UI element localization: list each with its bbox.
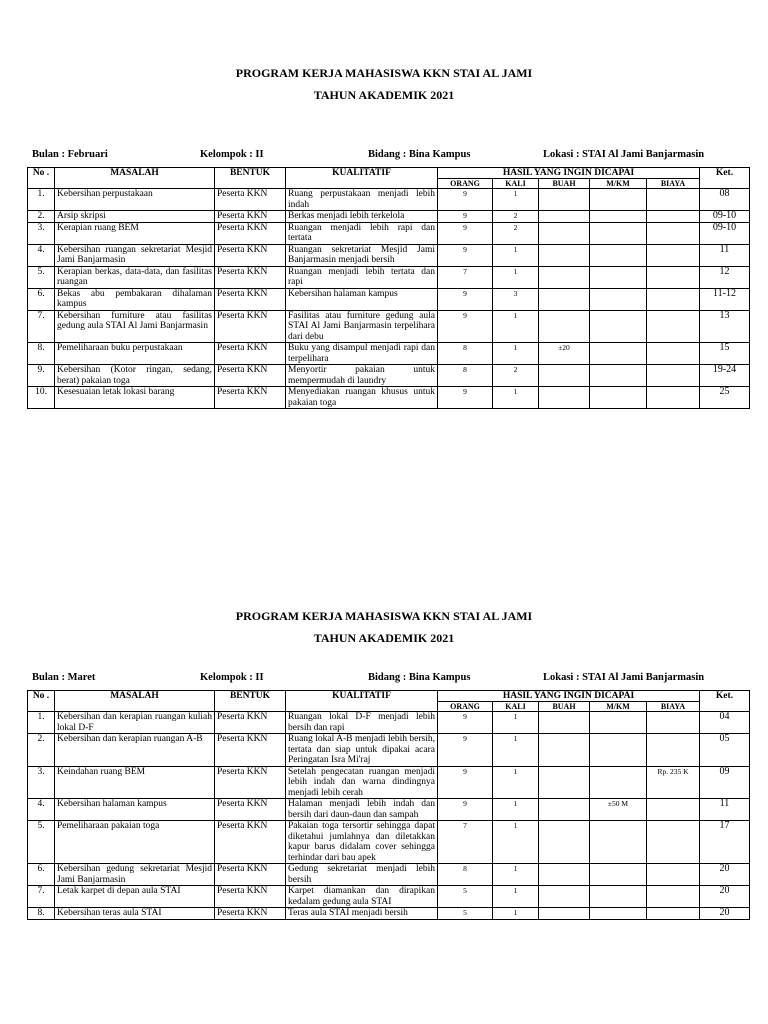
document-title: PROGRAM KERJA MAHASISWA KKN STAI AL JAMI — [235, 609, 533, 623]
cell-biaya — [647, 886, 700, 908]
col-ket-header: Ket. — [700, 691, 750, 712]
cell-ket: 25 — [700, 387, 750, 409]
cell-bentuk: Peserta KKN — [215, 244, 286, 266]
cell-orang: 9 — [438, 310, 493, 343]
cell-no: 5. — [28, 821, 55, 864]
cell-biaya — [647, 734, 700, 767]
cell-mkm — [590, 886, 647, 908]
cell-orang: 9 — [438, 734, 493, 767]
cell-masalah: Kesesuaian letak lokasi barang — [55, 387, 215, 409]
cell-no: 9. — [28, 365, 55, 387]
cell-buah — [539, 288, 590, 310]
cell-bentuk: Peserta KKN — [215, 288, 286, 310]
table-row — [28, 821, 750, 864]
table-row — [28, 222, 750, 244]
cell-no: 6. — [28, 864, 55, 886]
cell-mkm — [590, 864, 647, 886]
col-biaya-header: BIAYA — [647, 179, 700, 189]
cell-orang: 9 — [438, 799, 493, 821]
cell-ket: 20 — [700, 908, 750, 920]
cell-orang: 7 — [438, 266, 493, 288]
bulan-label: Bulan : Februari — [32, 149, 108, 160]
cell-masalah: Bekas abu pembakaran dihalaman kampus — [55, 288, 215, 310]
col-kali-header: KALI — [493, 179, 539, 189]
cell-biaya — [647, 189, 700, 211]
cell-bentuk: Peserta KKN — [215, 365, 286, 387]
cell-kali: 1 — [493, 886, 539, 908]
cell-mkm — [590, 343, 647, 365]
cell-mkm — [590, 222, 647, 244]
cell-no: 1. — [28, 712, 55, 734]
col-mkm-header: M/KM — [590, 702, 647, 712]
cell-mkm — [590, 766, 647, 799]
program-table — [27, 167, 750, 409]
cell-bentuk: Peserta KKN — [215, 310, 286, 343]
cell-no: 8. — [28, 908, 55, 920]
cell-biaya — [647, 343, 700, 365]
col-kualitatif-header: KUALITATIF — [286, 168, 438, 189]
cell-ket: 11 — [700, 799, 750, 821]
table-row — [28, 734, 750, 767]
cell-biaya — [647, 821, 700, 864]
kelompok-label: Kelompok : II — [200, 149, 264, 160]
cell-bentuk: Peserta KKN — [215, 211, 286, 223]
cell-orang: 9 — [438, 189, 493, 211]
cell-buah — [539, 387, 590, 409]
table-row — [28, 310, 750, 343]
cell-no: 3. — [28, 766, 55, 799]
cell-masalah: Kebersihan dan kerapian ruangan kuliah lokal D-F — [55, 712, 215, 734]
cell-kali: 1 — [493, 310, 539, 343]
cell-ket: 08 — [700, 189, 750, 211]
cell-masalah: Kebersihan dan kerapian ruangan A-B — [55, 734, 215, 767]
cell-kali: 2 — [493, 222, 539, 244]
cell-masalah: Pemeliharaan buku perpustakaan — [55, 343, 215, 365]
cell-ket: 09-10 — [700, 211, 750, 223]
cell-kali: 1 — [493, 821, 539, 864]
cell-biaya — [647, 712, 700, 734]
cell-masalah: Kebersihan ruangan sekretariat Mesjid Jami Banjarmasin — [55, 244, 215, 266]
cell-bentuk: Peserta KKN — [215, 189, 286, 211]
lokasi-label: Lokasi : STAI Al Jami Banjarmasin — [543, 672, 705, 683]
table-row — [28, 864, 750, 886]
cell-ket: 09 — [700, 766, 750, 799]
col-no-header: No . — [28, 691, 55, 712]
cell-kualitatif: Teras aula STAI menjadi bersih — [286, 908, 438, 920]
cell-ket: 09-10 — [700, 222, 750, 244]
bulan-label: Bulan : Maret — [32, 672, 96, 683]
cell-bentuk: Peserta KKN — [215, 712, 286, 734]
bidang-label: Bidang : Bina Kampus — [368, 149, 471, 160]
cell-no: 4. — [28, 799, 55, 821]
cell-kali: 2 — [493, 365, 539, 387]
cell-kali: 1 — [493, 799, 539, 821]
document-subtitle: TAHUN AKADEMIK 2021 — [313, 88, 455, 102]
cell-kali: 1 — [493, 734, 539, 767]
lokasi-label: Lokasi : STAI Al Jami Banjarmasin — [543, 149, 705, 160]
table-row — [28, 712, 750, 734]
cell-kualitatif: Menyortir pakaian untuk mempermudah di laundry — [286, 365, 438, 387]
cell-orang: 9 — [438, 766, 493, 799]
cell-kali: 1 — [493, 189, 539, 211]
col-bentuk-header: BENTUK — [215, 168, 286, 189]
cell-orang: 9 — [438, 712, 493, 734]
cell-ket: 11-12 — [700, 288, 750, 310]
cell-kualitatif: Ruang perpustakaan menjadi lebih indah — [286, 189, 438, 211]
cell-biaya — [647, 222, 700, 244]
cell-mkm — [590, 908, 647, 920]
cell-ket: 05 — [700, 734, 750, 767]
cell-masalah: Keindahan ruang BEM — [55, 766, 215, 799]
cell-kualitatif: Berkas menjadi lebih terkelola — [286, 211, 438, 223]
meta-row — [32, 672, 752, 686]
cell-masalah: Kerapian ruang BEM — [55, 222, 215, 244]
cell-no: 2. — [28, 734, 55, 767]
cell-buah — [539, 211, 590, 223]
cell-buah — [539, 766, 590, 799]
cell-no: 8. — [28, 343, 55, 365]
col-bentuk-header: BENTUK — [215, 691, 286, 712]
cell-no: 7. — [28, 886, 55, 908]
cell-mkm: ±50 M — [590, 799, 647, 821]
cell-biaya — [647, 266, 700, 288]
cell-no: 2. — [28, 211, 55, 223]
cell-ket: 17 — [700, 821, 750, 864]
cell-buah — [539, 864, 590, 886]
col-kali-header: KALI — [493, 702, 539, 712]
cell-no: 4. — [28, 244, 55, 266]
cell-kali: 1 — [493, 266, 539, 288]
cell-bentuk: Peserta KKN — [215, 886, 286, 908]
table-row — [28, 189, 750, 211]
cell-ket: 04 — [700, 712, 750, 734]
cell-biaya — [647, 211, 700, 223]
cell-kualitatif: Gedung sekretariat menjadi lebih bersih — [286, 864, 438, 886]
table-row — [28, 343, 750, 365]
meta-row — [32, 149, 752, 163]
cell-kualitatif: Ruangan menjadi lebih rapi dan tertata — [286, 222, 438, 244]
cell-bentuk: Peserta KKN — [215, 734, 286, 767]
cell-buah — [539, 310, 590, 343]
cell-orang: 9 — [438, 244, 493, 266]
cell-kali: 1 — [493, 244, 539, 266]
cell-buah — [539, 222, 590, 244]
cell-no: 1. — [28, 189, 55, 211]
cell-no: 3. — [28, 222, 55, 244]
col-no-header: No . — [28, 168, 55, 189]
col-ket-header: Ket. — [700, 168, 750, 189]
cell-ket: 13 — [700, 310, 750, 343]
cell-buah — [539, 365, 590, 387]
col-biaya-header: BIAYA — [647, 702, 700, 712]
kelompok-label: Kelompok : II — [200, 672, 264, 683]
cell-orang: 8 — [438, 864, 493, 886]
cell-masalah: Arsip skripsi — [55, 211, 215, 223]
document-subtitle: TAHUN AKADEMIK 2021 — [313, 631, 455, 645]
cell-orang: 9 — [438, 211, 493, 223]
cell-masalah: Kebersihan teras aula STAI — [55, 908, 215, 920]
cell-buah — [539, 244, 590, 266]
cell-orang: 7 — [438, 821, 493, 864]
cell-no: 10. — [28, 387, 55, 409]
cell-biaya — [647, 288, 700, 310]
table-row — [28, 365, 750, 387]
cell-kualitatif: Ruang lokal A-B menjadi lebih bersih, tertata dan siap untuk dipakai acara Peringatan Isra Mi'raj — [286, 734, 438, 767]
table-row — [28, 387, 750, 409]
cell-kualitatif: Ruangan menjadi lebih tertata dan rapi — [286, 266, 438, 288]
cell-masalah: Kebersihan perpustakaan — [55, 189, 215, 211]
table-header-row — [28, 691, 750, 702]
cell-mkm — [590, 211, 647, 223]
cell-buah — [539, 908, 590, 920]
cell-masalah: Kebersihan gedung sekretariat Mesjid Jami Banjarmasin — [55, 864, 215, 886]
cell-kali: 3 — [493, 288, 539, 310]
cell-ket: 11 — [700, 244, 750, 266]
cell-buah: ±20 — [539, 343, 590, 365]
cell-biaya — [647, 864, 700, 886]
table-row — [28, 266, 750, 288]
cell-buah — [539, 799, 590, 821]
cell-orang: 5 — [438, 886, 493, 908]
cell-bentuk: Peserta KKN — [215, 766, 286, 799]
cell-bentuk: Peserta KKN — [215, 799, 286, 821]
col-mkm-header: M/KM — [590, 179, 647, 189]
cell-mkm — [590, 310, 647, 343]
cell-masalah: Kebersihan furniture atau fasilitas gedung aula STAI Al Jami Banjarmasin — [55, 310, 215, 343]
col-orang-header: ORANG — [438, 179, 493, 189]
cell-ket: 20 — [700, 864, 750, 886]
cell-ket: 15 — [700, 343, 750, 365]
cell-mkm — [590, 266, 647, 288]
cell-bentuk: Peserta KKN — [215, 908, 286, 920]
cell-kali: 1 — [493, 766, 539, 799]
col-buah-header: BUAH — [539, 179, 590, 189]
cell-buah — [539, 712, 590, 734]
cell-kualitatif: Halaman menjadi lebih indah dan bersih dari daun-daun dan sampah — [286, 799, 438, 821]
table-row — [28, 766, 750, 799]
col-hasil-header: HASIL YANG INGIN DICAPAI — [438, 691, 700, 702]
table-header-row — [28, 168, 750, 179]
cell-buah — [539, 266, 590, 288]
document-title: PROGRAM KERJA MAHASISWA KKN STAI AL JAMI — [235, 66, 533, 80]
cell-no: 7. — [28, 310, 55, 343]
cell-bentuk: Peserta KKN — [215, 343, 286, 365]
table-row — [28, 244, 750, 266]
cell-no: 5. — [28, 266, 55, 288]
col-masalah-header: MASALAH — [55, 691, 215, 712]
cell-kali: 1 — [493, 864, 539, 886]
cell-biaya — [647, 908, 700, 920]
col-orang-header: ORANG — [438, 702, 493, 712]
cell-kali: 1 — [493, 908, 539, 920]
cell-biaya — [647, 365, 700, 387]
cell-kali: 1 — [493, 712, 539, 734]
cell-mkm — [590, 365, 647, 387]
cell-orang: 8 — [438, 343, 493, 365]
cell-no: 6. — [28, 288, 55, 310]
col-masalah-header: MASALAH — [55, 168, 215, 189]
table-row — [28, 908, 750, 920]
cell-masalah: Pemeliharaan pakaian toga — [55, 821, 215, 864]
cell-mkm — [590, 387, 647, 409]
cell-kali: 1 — [493, 343, 539, 365]
cell-kualitatif: Setelah pengecatan ruangan menjadi lebih indah dan warna dindingnya menjadi lebih cerah — [286, 766, 438, 799]
cell-bentuk: Peserta KKN — [215, 222, 286, 244]
cell-mkm — [590, 288, 647, 310]
cell-kualitatif: Ruangan lokal D-F menjadi lebih bersih dan rapi — [286, 712, 438, 734]
col-hasil-header: HASIL YANG INGIN DICAPAI — [438, 168, 700, 179]
col-buah-header: BUAH — [539, 702, 590, 712]
cell-mkm — [590, 189, 647, 211]
cell-kualitatif: Kebersihan halaman kampus — [286, 288, 438, 310]
cell-biaya — [647, 799, 700, 821]
cell-masalah: Kebersihan halaman kampus — [55, 799, 215, 821]
cell-mkm — [590, 712, 647, 734]
cell-ket: 19-24 — [700, 365, 750, 387]
cell-orang: 8 — [438, 365, 493, 387]
program-table — [27, 690, 750, 920]
cell-buah — [539, 886, 590, 908]
cell-orang: 5 — [438, 908, 493, 920]
cell-bentuk: Peserta KKN — [215, 266, 286, 288]
table-row — [28, 288, 750, 310]
cell-masalah: Letak karpet di depan aula STAI — [55, 886, 215, 908]
cell-biaya — [647, 387, 700, 409]
cell-biaya: Rp. 235 K — [647, 766, 700, 799]
cell-kualitatif: Menyediakan ruangan khusus untuk pakaian toga — [286, 387, 438, 409]
table-row — [28, 211, 750, 223]
cell-kali: 1 — [493, 387, 539, 409]
cell-kualitatif: Karpet diamankan dan dirapikan kedalam gedung aula STAI — [286, 886, 438, 908]
cell-orang: 9 — [438, 387, 493, 409]
cell-kali: 2 — [493, 211, 539, 223]
cell-masalah: Kebersihan (Kotor ringan, sedang, berat) pakaian toga — [55, 365, 215, 387]
cell-kualitatif: Fasilitas atau furniture gedung aula STAI Al Jami Banjarmasin terpelihara dari debu — [286, 310, 438, 343]
cell-bentuk: Peserta KKN — [215, 864, 286, 886]
cell-mkm — [590, 244, 647, 266]
cell-bentuk: Peserta KKN — [215, 387, 286, 409]
cell-orang: 9 — [438, 288, 493, 310]
cell-buah — [539, 189, 590, 211]
cell-buah — [539, 821, 590, 864]
cell-kualitatif: Pakaian toga tersortir sehingga dapat diketahui jumlahnya dan diletakkan kapur barus didalam cover sehingga terhindar dari bau apek — [286, 821, 438, 864]
cell-mkm — [590, 821, 647, 864]
cell-orang: 9 — [438, 222, 493, 244]
cell-mkm — [590, 734, 647, 767]
cell-kualitatif: Buku yang disampul menjadi rapi dan terpelihara — [286, 343, 438, 365]
cell-ket: 20 — [700, 886, 750, 908]
cell-masalah: Kerapian berkas, data-data, dan fasilitas ruangan — [55, 266, 215, 288]
cell-ket: 12 — [700, 266, 750, 288]
cell-biaya — [647, 310, 700, 343]
cell-buah — [539, 734, 590, 767]
bidang-label: Bidang : Bina Kampus — [368, 672, 471, 683]
cell-bentuk: Peserta KKN — [215, 821, 286, 864]
col-kualitatif-header: KUALITATIF — [286, 691, 438, 712]
cell-biaya — [647, 244, 700, 266]
cell-kualitatif: Ruangan sekretariat Mesjid Jami Banjarmasin menjadi bersih — [286, 244, 438, 266]
table-row — [28, 799, 750, 821]
table-row — [28, 886, 750, 908]
